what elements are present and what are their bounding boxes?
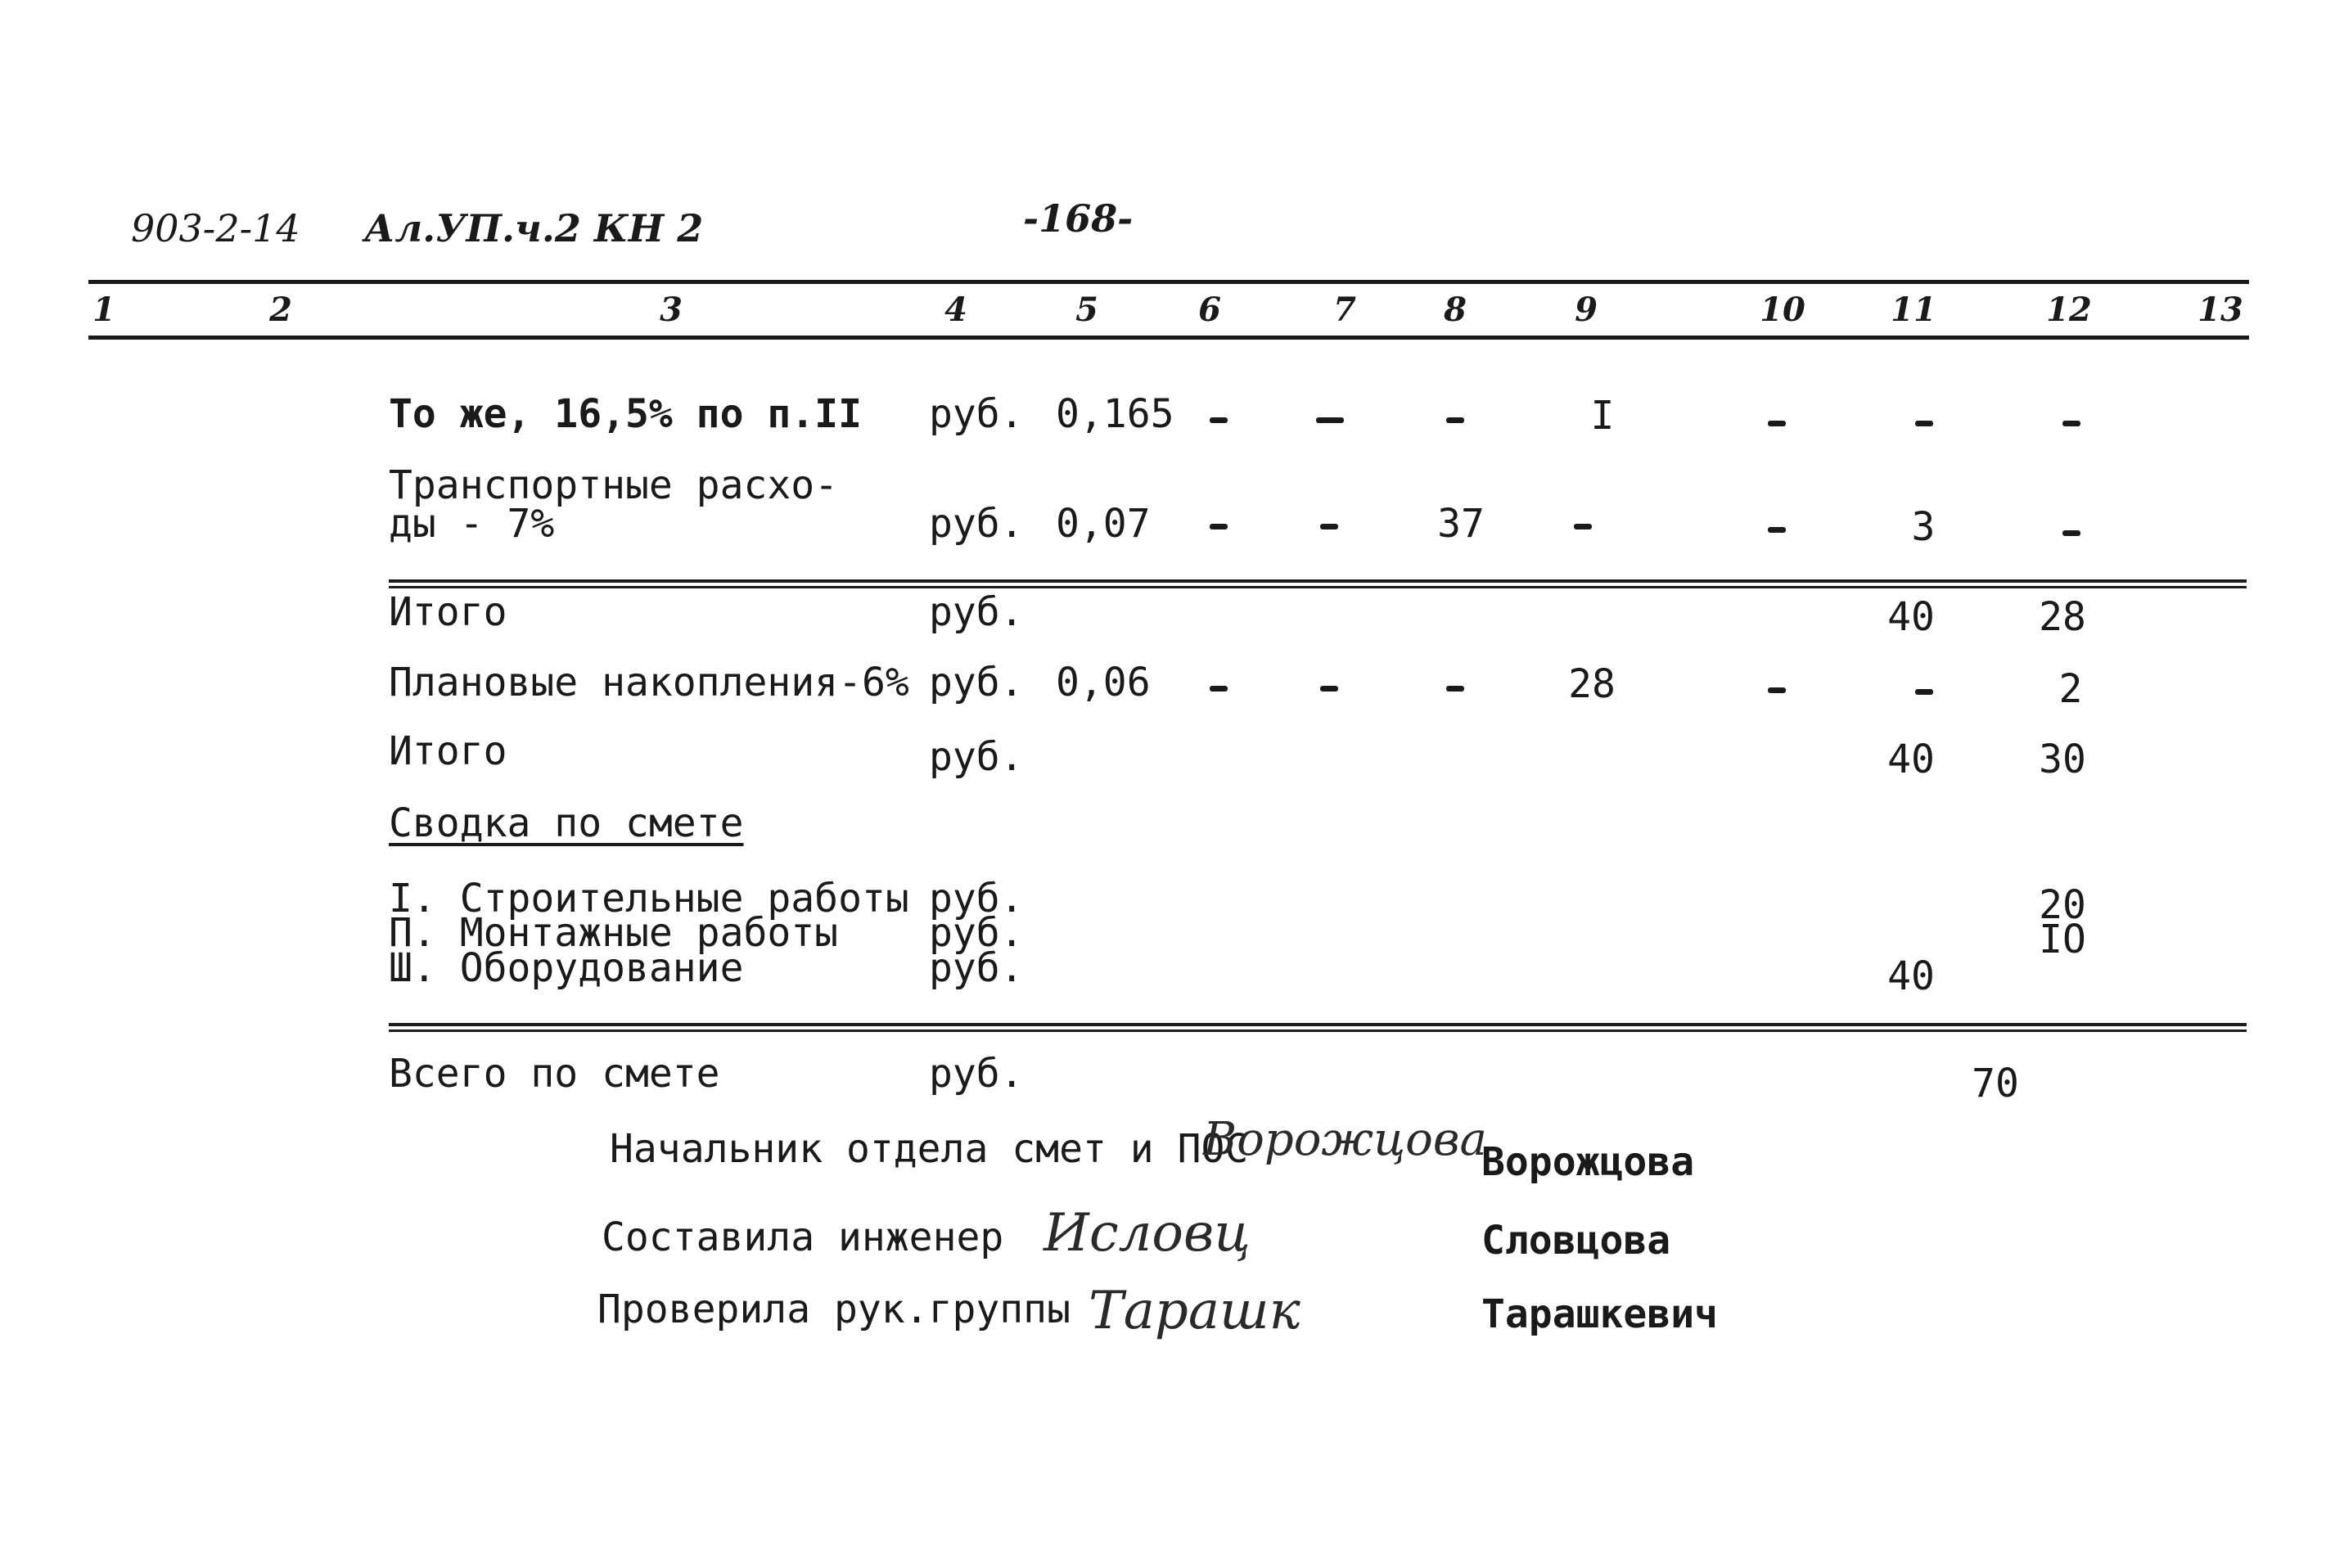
- row4-unit: руб.: [929, 660, 1024, 705]
- summary-item-construction: I. Строительные работы: [389, 876, 909, 921]
- row2-col11: 3: [1911, 504, 1936, 550]
- subtotal-rule: [389, 579, 2247, 583]
- column-number-12: 12: [2046, 291, 2092, 329]
- row3-unit: руб.: [929, 589, 1024, 635]
- summary-item-construction-unit: руб.: [929, 876, 1024, 921]
- row5-col11: 40: [1887, 737, 1935, 782]
- column-number-5: 5: [1075, 291, 1098, 329]
- dash: [1320, 686, 1338, 692]
- summary-heading: Сводка по смете: [389, 800, 744, 846]
- subtotal-rule: [389, 586, 2247, 588]
- row4-coef: 0,06: [1056, 660, 1151, 705]
- signature-role-engineer: Составила инженер: [602, 1214, 1004, 1260]
- summary-item-equipment: Ш. Оборудование: [389, 945, 744, 991]
- summary-item-equipment-col11: 40: [1887, 953, 1935, 999]
- dash: [1316, 417, 1344, 423]
- row1-unit: руб.: [929, 391, 1024, 437]
- column-number-10: 10: [1760, 291, 1805, 329]
- header-bottom-rule: [88, 336, 2249, 340]
- dash: [1768, 527, 1786, 533]
- row5-col12: 30: [2039, 737, 2086, 782]
- signature-name-head: Ворожцова: [1481, 1139, 1695, 1185]
- column-number-7: 7: [1333, 291, 1356, 329]
- total-value: 70: [1972, 1061, 2019, 1106]
- doc-code: 903-2-14: [131, 206, 300, 250]
- row4-col12: 2: [2058, 666, 2083, 712]
- dash: [1915, 421, 1933, 426]
- dash: [1768, 421, 1786, 426]
- dash: [1915, 689, 1933, 695]
- row3-col12: 28: [2039, 594, 2086, 640]
- row1-coef: 0,165: [1056, 391, 1174, 437]
- dash: [1574, 524, 1592, 529]
- row-label-transport-l1: Транспортные расхо-: [389, 462, 839, 508]
- dash: [1210, 686, 1228, 692]
- row5-unit: руб.: [929, 734, 1024, 780]
- dash: [1446, 686, 1464, 692]
- summary-item-assembly-col12: IO: [2039, 917, 2086, 962]
- row-label-planned-savings: Плановые накопления-6%: [389, 660, 909, 705]
- column-number-1: 1: [92, 291, 115, 329]
- dash: [1210, 524, 1228, 529]
- signature-engineer-handwritten: Исловц: [1044, 1203, 1251, 1264]
- summary-item-assembly: П. Монтажные работы: [389, 910, 839, 956]
- row-label-transport-l2: ды - 7%: [389, 501, 555, 547]
- summary-item-assembly-unit: руб.: [929, 910, 1024, 956]
- row1-col9: I: [1590, 393, 1615, 439]
- row3-col11: 40: [1887, 594, 1935, 640]
- signature-role-group-lead: Проверила рук.группы: [597, 1286, 1071, 1332]
- signature-name-group-lead: Тарашкевич: [1481, 1291, 1718, 1337]
- row2-col8: 37: [1437, 501, 1485, 547]
- row-label-itogo-1: Итого: [389, 589, 507, 635]
- album-reference: Ал.УП.ч.2 КН 2: [364, 206, 704, 250]
- signature-head-handwritten: Ворожцова: [1203, 1113, 1487, 1166]
- page-number: -168-: [1023, 196, 1134, 241]
- dash: [1768, 687, 1786, 693]
- row-label-same-16-5: То же, 16,5% по п.II: [389, 391, 862, 437]
- row-label-itogo-2: Итого: [389, 728, 507, 774]
- dash: [1446, 417, 1464, 423]
- column-number-8: 8: [1444, 291, 1467, 329]
- signature-group-lead-handwritten: Тарашк: [1089, 1281, 1300, 1341]
- column-number-6: 6: [1198, 291, 1221, 329]
- signature-name-engineer: Словцова: [1481, 1218, 1671, 1264]
- column-number-11: 11: [1891, 291, 1936, 329]
- dash: [2062, 530, 2080, 536]
- row2-coef: 0,07: [1056, 501, 1151, 547]
- column-number-3: 3: [660, 291, 683, 329]
- dash: [1320, 524, 1338, 529]
- total-rule: [389, 1023, 2247, 1026]
- total-label: Всего по смете: [389, 1051, 720, 1097]
- column-number-9: 9: [1575, 291, 1598, 329]
- total-rule: [389, 1030, 2247, 1032]
- row4-col9: 28: [1568, 661, 1616, 707]
- signature-role-head: Начальник отдела смет и ПОС: [610, 1126, 1249, 1172]
- total-unit: руб.: [929, 1051, 1024, 1097]
- column-number-2: 2: [269, 291, 292, 329]
- row2-unit: руб.: [929, 501, 1024, 547]
- dash: [1210, 417, 1228, 423]
- summary-item-construction-col12: 20: [2039, 882, 2086, 928]
- dash: [2062, 421, 2080, 426]
- column-number-4: 4: [944, 291, 967, 329]
- summary-item-equipment-unit: руб.: [929, 945, 1024, 991]
- header-top-rule: [88, 280, 2249, 284]
- column-number-13: 13: [2198, 291, 2243, 329]
